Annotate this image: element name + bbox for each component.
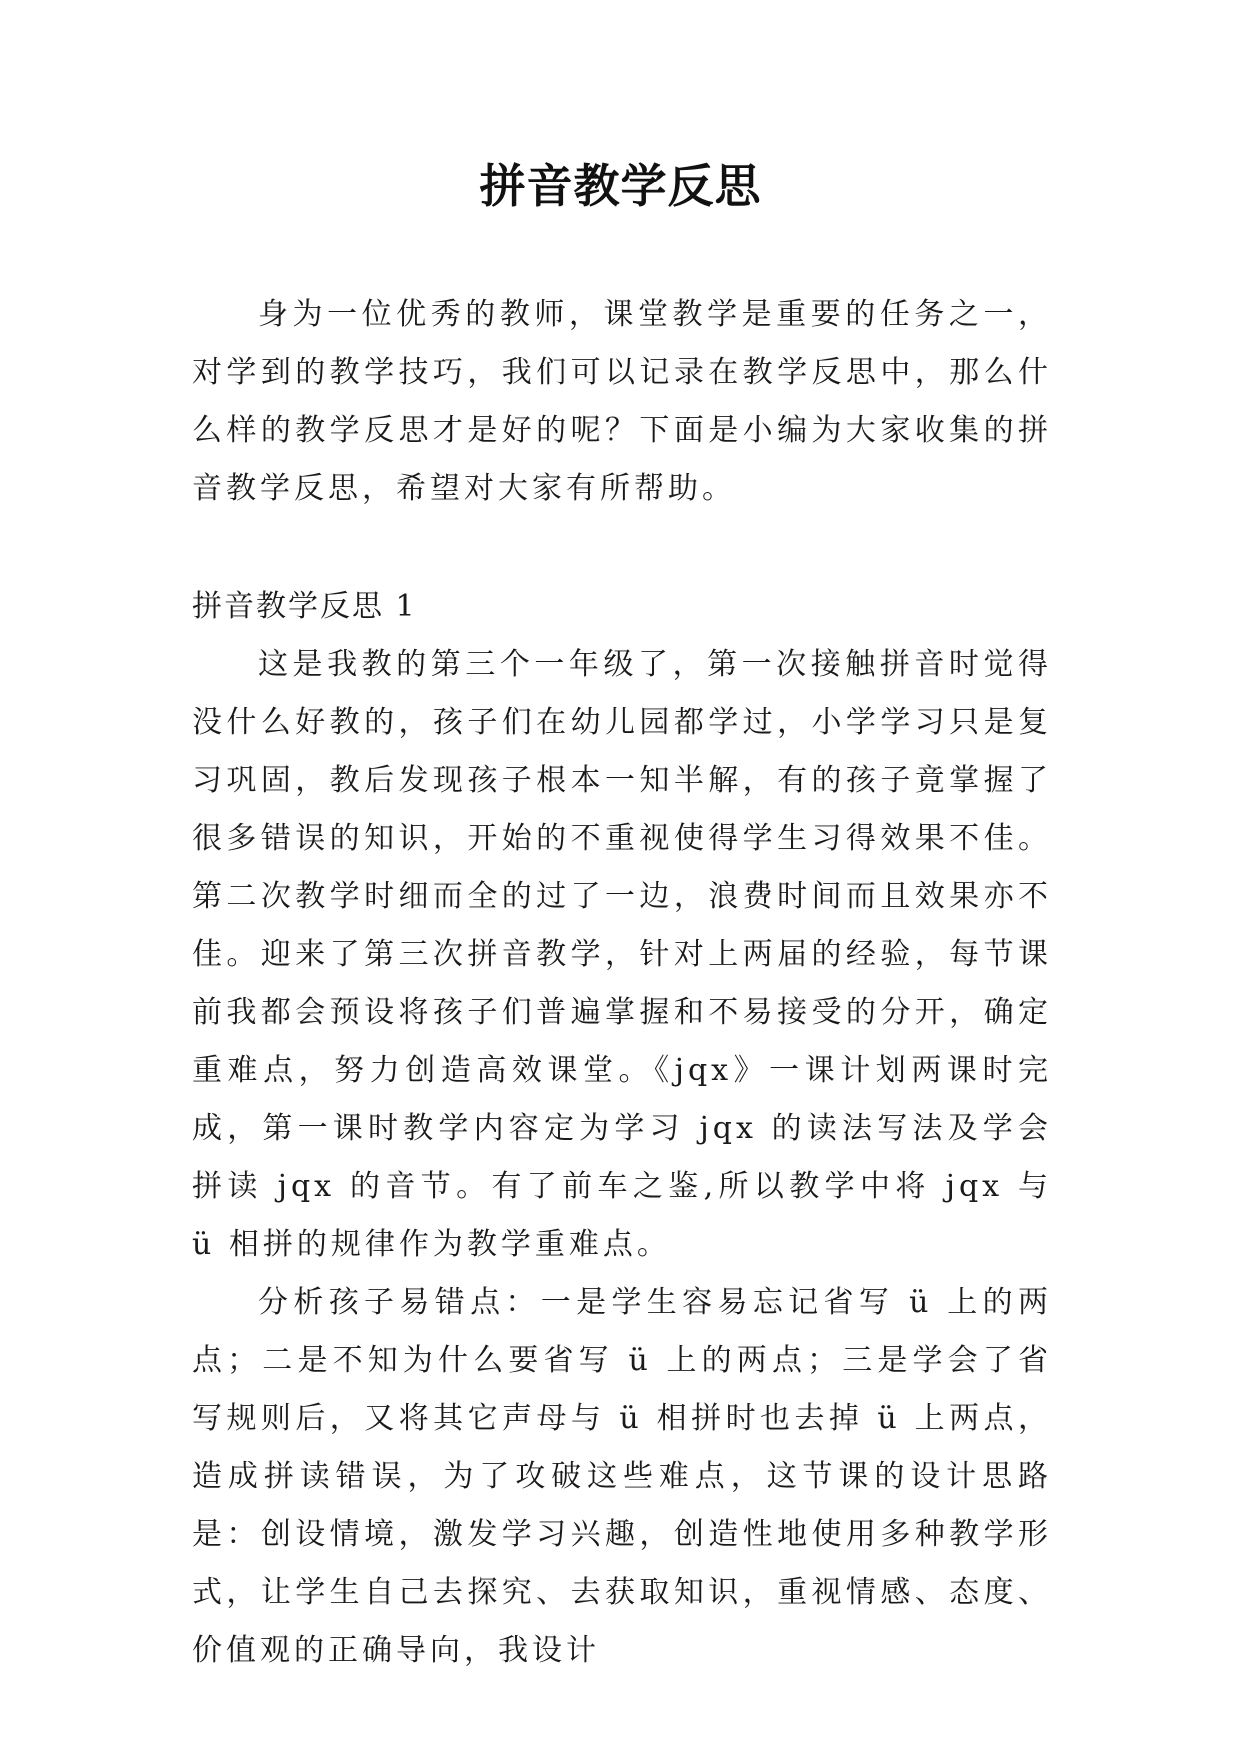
section-heading: 拼音教学反思 1 [192,589,417,624]
document-title: 拼音教学反思 [479,159,762,213]
section-1 [192,578,1052,1680]
body-paragraph: 这是我教的第三个一年级了，第一次接触拼音时觉得没什么好教的，孩子们在幼儿园都学过，小学学习只是复习巩固，教后发现孩子根本一知半解，有的孩子竟掌握了很多错误的知识，开始的不重视使得学生习得效果不佳。第二次教学时细而全的过了一边，浪费时间而且效果亦不佳。迎来了第三次拼音教学，针对上两届的经验，每节课前我都会预设将孩子们普遍掌握和不易接受的分开，确定重难点，努力创造高效课堂。《jqx》一课计划两课时完成，第一课时教学内容定为学习 jqx 的读法写法及学会拼读 jqx 的音节。有了前车之鉴,所以教学中将 jqx 与 ü 相拼的规律作为教学重难点。 [192,647,1052,1262]
intro-paragraph: 身为一位优秀的教师，课堂教学是重要的任务之一，对学到的教学技巧，我们可以记录在教学反思中，那么什么样的教学反思才是好的呢？下面是小编为大家收集的拼音教学反思，希望对大家有所帮助。 [192,297,1052,506]
body-paragraph: 分析孩子易错点：一是学生容易忘记省写 ü 上的两点；二是不知为什么要省写 ü 上的两点；三是学会了省写规则后，又将其它声母与 ü 相拼时也去掉 ü 上两点，造成拼读错误，为了攻破这些难点，这节课的设计思路是：创设情境，激发学习兴趣，创造性地使用多种教学形式，让学生自己去探究、去获取知识，重视情感、态度、价值观的正确导向，我设计 [192,1285,1052,1668]
document-body [192,286,1052,1680]
